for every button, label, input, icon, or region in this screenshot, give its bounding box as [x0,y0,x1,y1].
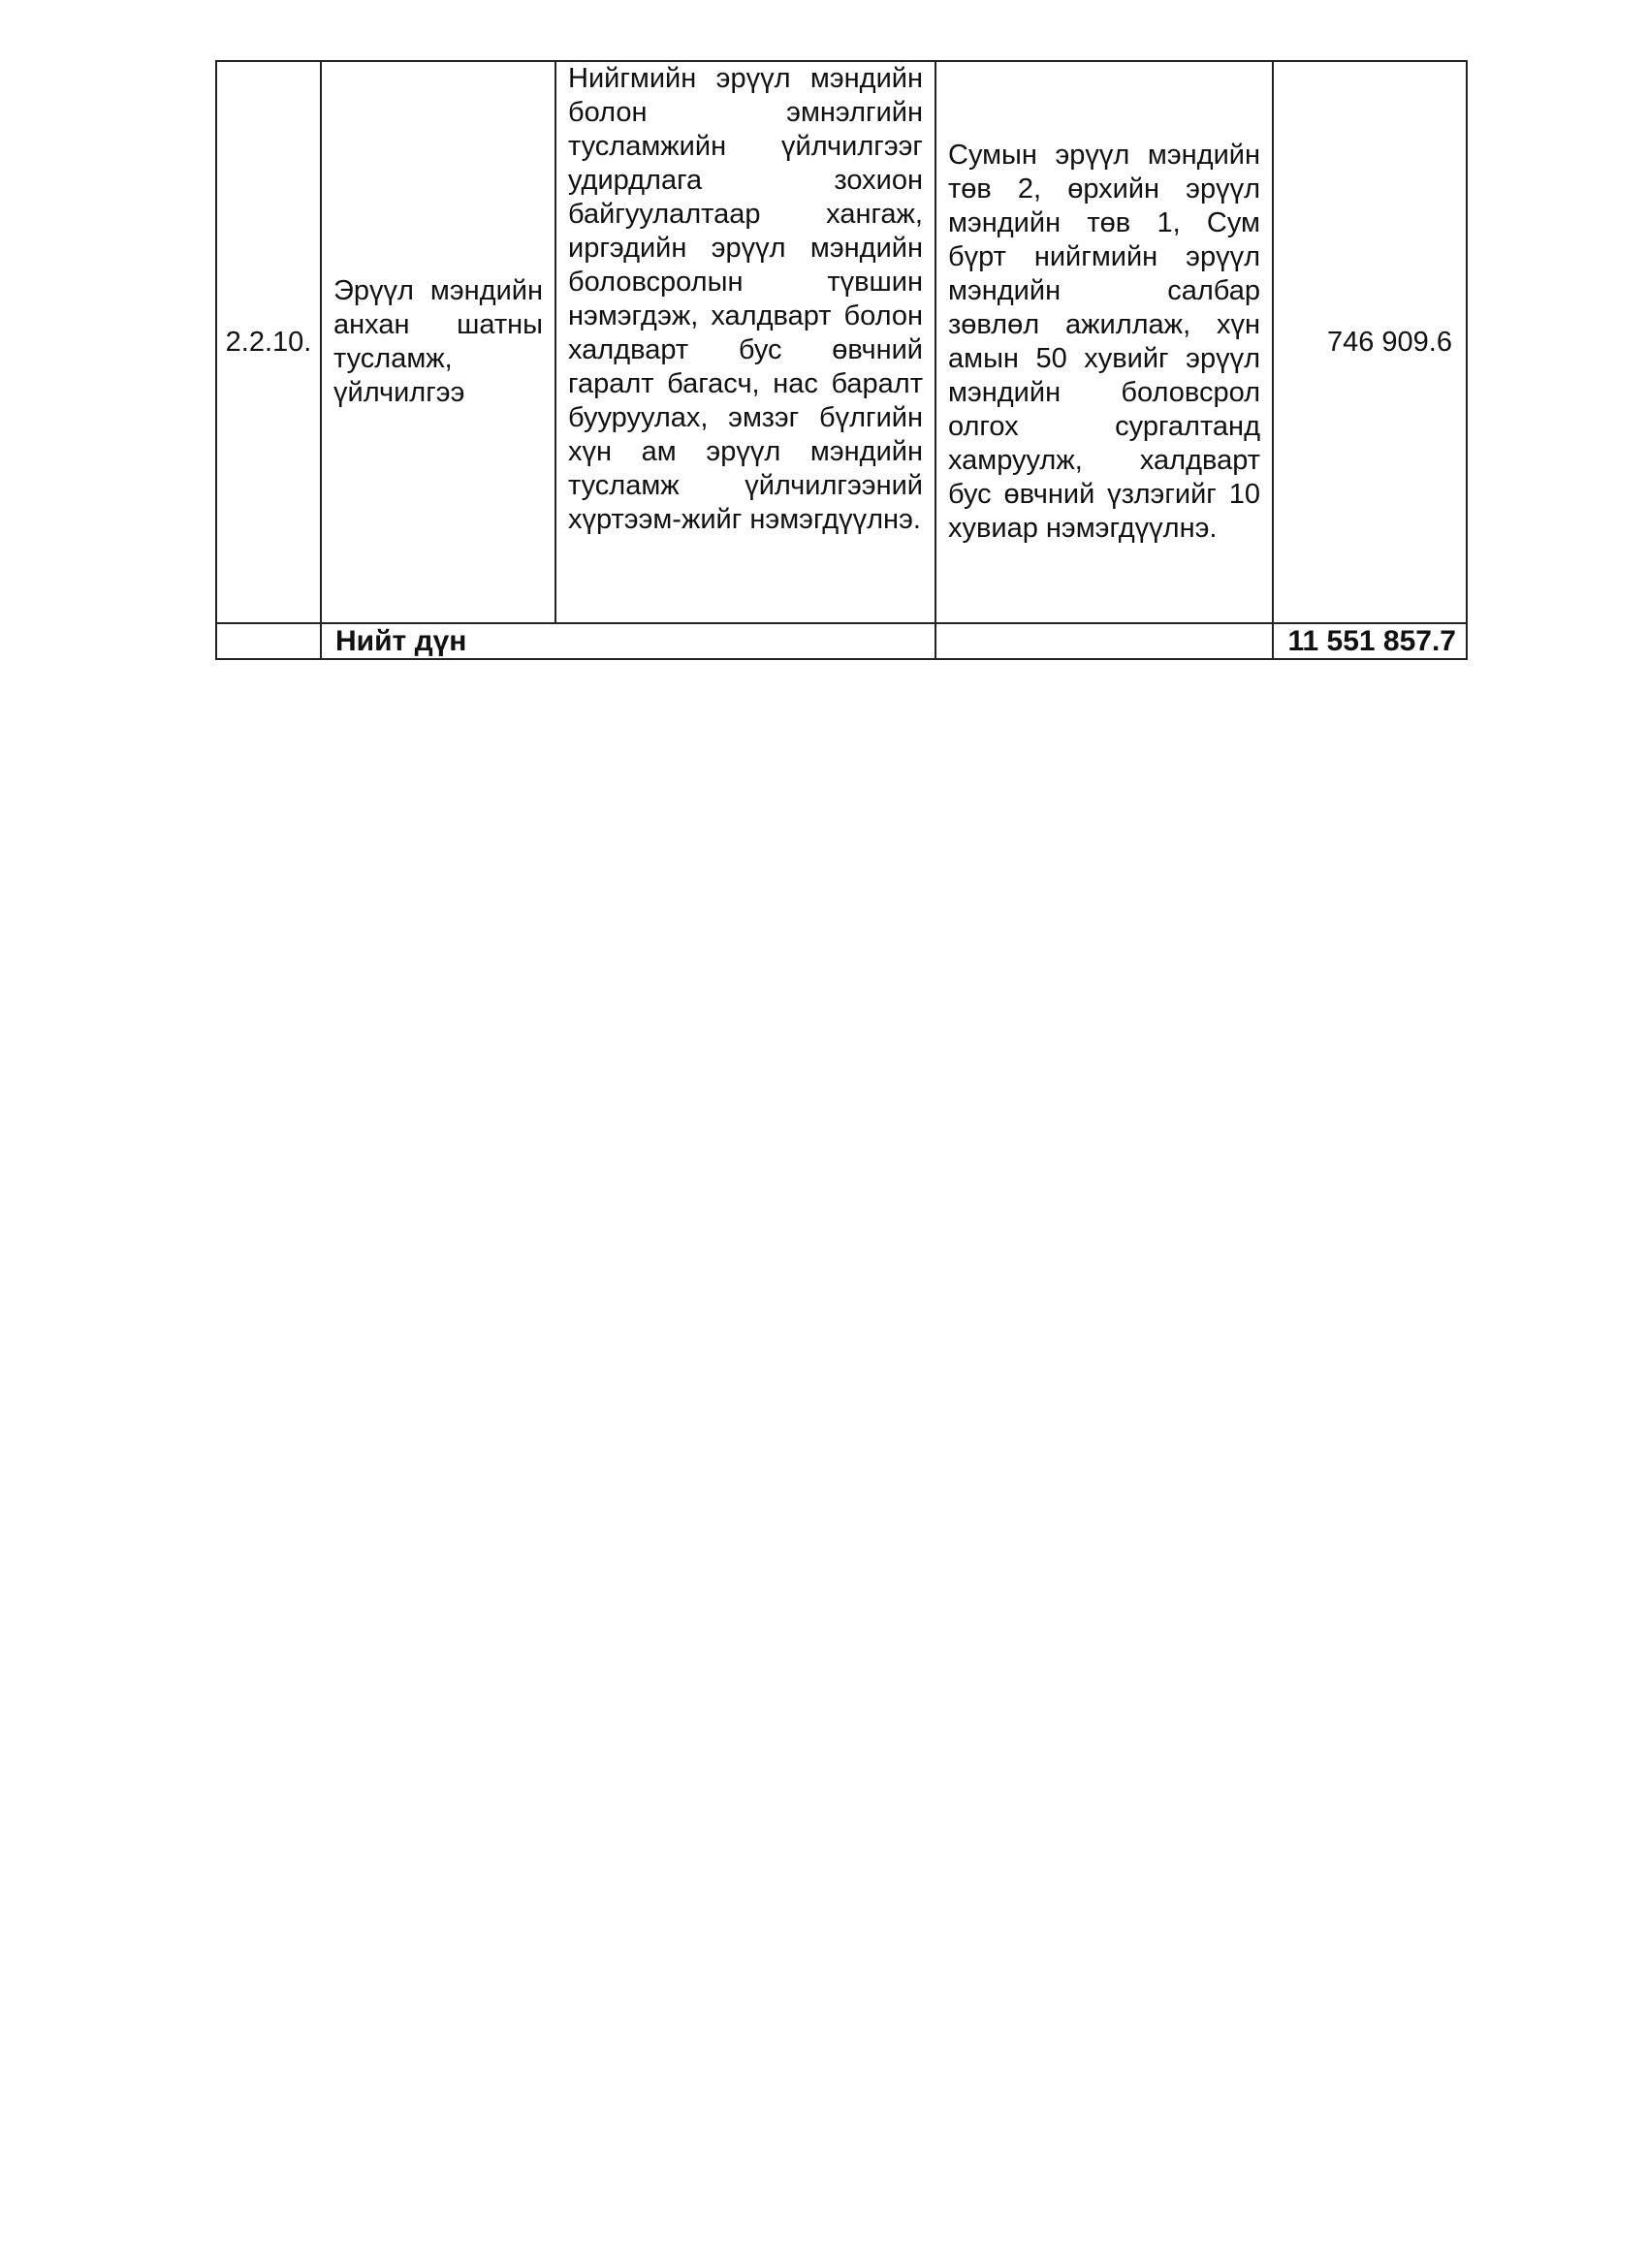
total-result-cell [935,623,1273,659]
row-program-name-cell: Эрүүл мэндийн анхан шатны тусламж, үйлчилгээ [321,61,555,623]
row-amount-cell: 746 909.6 [1273,61,1467,623]
budget-table [215,60,1468,660]
total-amount-cell: 11 551 857.7 [1273,623,1467,659]
total-row [216,623,1467,659]
row-goal-cell [555,61,935,623]
row-expected-result-cell: Сумын эрүүл мэндийн төв 2, өрхийн эрүүл мэндийн төв 1, Сум бүрт нийгмийн эрүүл мэндийн салбар зөвлөл ажиллаж, хүн амын 50 хувийг эрүүл мэндийн боловсрол олгох сургалтанд хамруулж, халдварт бус өвчний үзлэгийг 10 хувиар нэмэгдүүлнэ. [935,61,1273,623]
table-row [216,61,1467,623]
total-code-cell [216,623,321,659]
row-code-cell: 2.2.10. [216,61,321,623]
row-goal-text: Нийгмийн эрүүл мэндийн болон эмнэлгийн тусламжийн үйлчилгээг удирдлага зохион байгуулалтаар хангаж, иргэдийн эрүүл мэндийн боловсролын түвшин нэмэгдэж, халдварт болон халдварт бус өвчний гаралт багасч, нас баралт бууруулах, эмзэг бүлгийн хүн ам эрүүл мэндийн тусламж үйлчилгээний хүртээм-жийг нэмэгдүүлнэ. [568,63,923,535]
total-label-cell: Нийт дүн [321,623,935,659]
budget-table-container [215,60,1466,660]
